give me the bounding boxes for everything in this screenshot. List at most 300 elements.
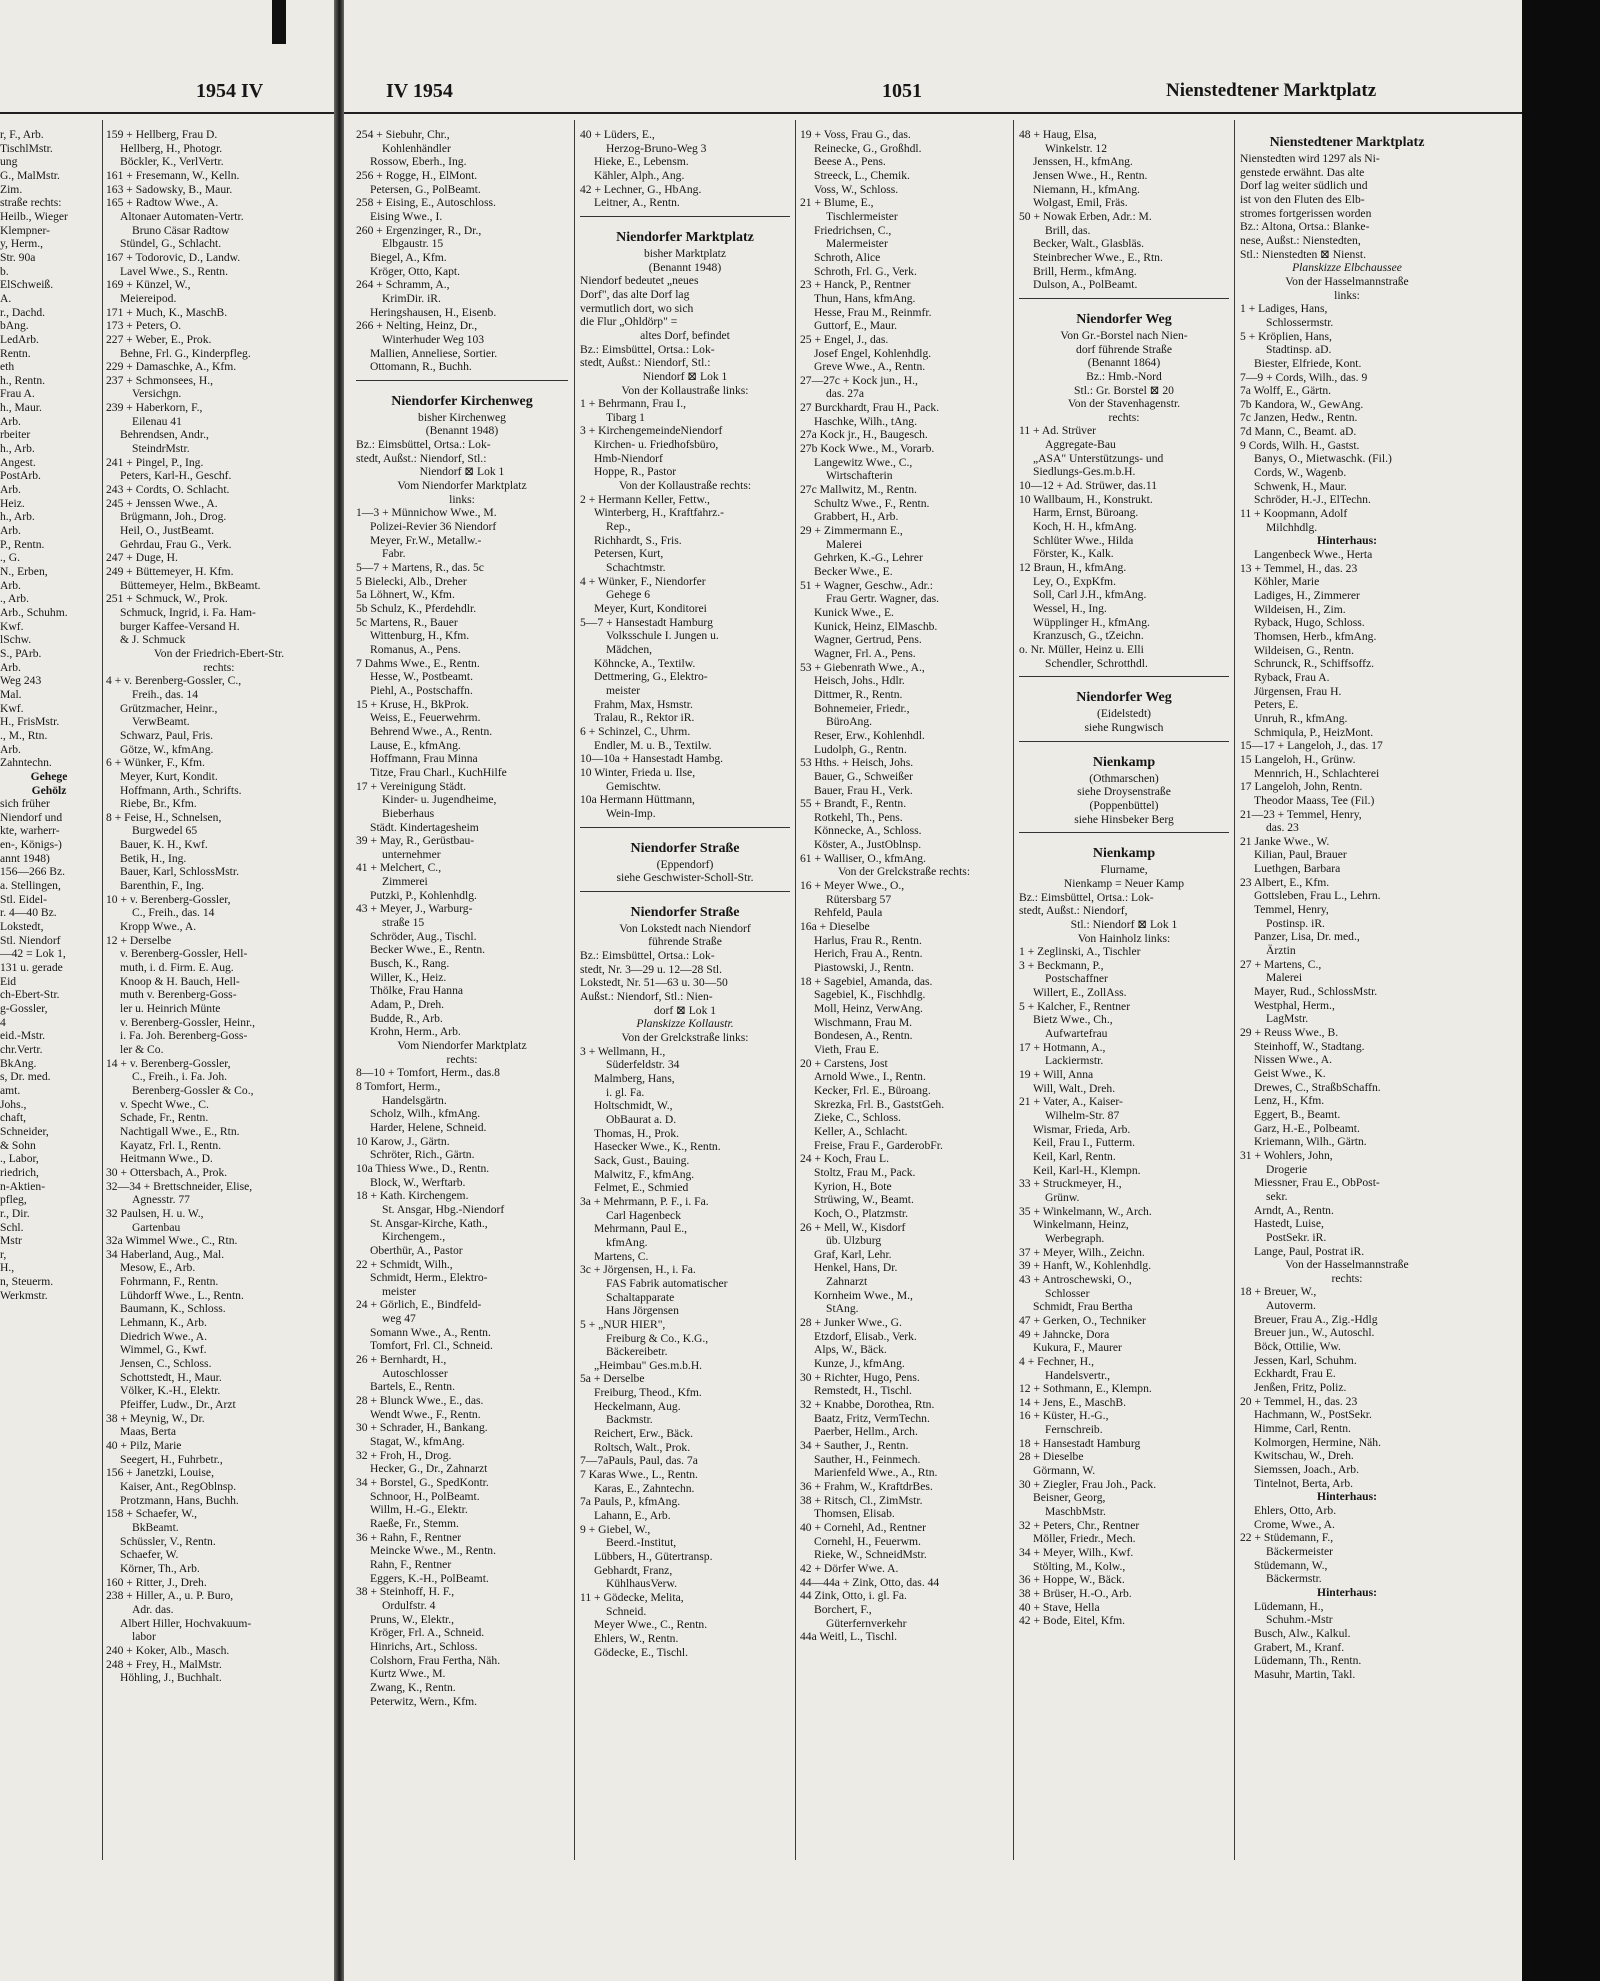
directory-entry: Schmidt, Herm., Elektro- [370, 1271, 488, 1285]
directory-entry: Werkmstr. [0, 1288, 48, 1302]
directory-entry: rbeiter [0, 428, 31, 442]
directory-entry: Bauer, Karl, SchlossMstr. [120, 865, 240, 879]
directory-entry: Martens, C. [594, 1249, 649, 1263]
directory-entry: 159 + Hellberg, Frau D. [106, 128, 218, 141]
directory-entry: Ehlers, W., Rentn. [594, 1631, 679, 1645]
directory-entry: 40 + Stave, Hella [1019, 1600, 1100, 1614]
directory-entry: Eckhardt, Frau E. [1254, 1367, 1336, 1381]
directory-entry: unternehmer [382, 847, 441, 861]
directory-entry: Bz.: Eimsbüttel, Ortsa.: Lok- [356, 438, 491, 452]
directory-entry: ElSchweiß. [0, 278, 54, 292]
directory-entry: (Benannt 1864) [1087, 356, 1161, 370]
left-page [0, 0, 336, 1981]
directory-entry: Himme, Carl, Rentn. [1254, 1422, 1351, 1436]
directory-entry: 42 + Bode, Eitel, Kfm. [1019, 1614, 1126, 1628]
directory-entry: —42 = Lok 1, [0, 947, 66, 961]
directory-entry: Heitmann Wwe., D. [120, 1152, 213, 1166]
directory-entry: „ASA" Unterstützungs- und [1033, 451, 1164, 465]
directory-entry: Autoverm. [1266, 1299, 1316, 1313]
directory-entry: 47 + Gerken, O., Techniker [1019, 1313, 1146, 1327]
directory-entry: Gartenbau [132, 1220, 181, 1234]
directory-entry: Bz.: Eimsbüttel, Ortsa.: Lok- [1019, 890, 1154, 904]
directory-entry: bisher Marktplatz [643, 246, 727, 260]
directory-entry: ., Arb. [0, 592, 29, 606]
directory-entry: 30 + Ottersbach, A., Prok. [106, 1165, 228, 1179]
directory-entry: 21 + Blume, E., [800, 196, 874, 210]
directory-entry: Eggert, B., Beamt. [1254, 1107, 1341, 1121]
directory-entry: Busch, Alw., Kalkul. [1254, 1626, 1351, 1640]
directory-entry: 10 Karow, J., Gärtn. [356, 1134, 450, 1148]
directory-entry: Stl. Niendorf [0, 933, 61, 947]
directory-entry: Harder, Helene, Schneid. [370, 1120, 487, 1134]
directory-entry: 48 + Haug, Elsa, [1019, 128, 1097, 141]
directory-entry: Zahnarzt [826, 1275, 868, 1289]
directory-entry: 32—34 + Brettschneider, Elise, [106, 1179, 253, 1193]
directory-entry: 18 + Sagebiel, Amanda, das. [800, 974, 933, 988]
directory-entry: Planskizze Kollaustr. [636, 1017, 734, 1031]
directory-entry: Schlossermstr. [1266, 315, 1334, 329]
directory-entry: Wolgast, Emil, Fräs. [1033, 196, 1128, 210]
directory-entry: Schaefer, W. [120, 1548, 179, 1562]
directory-entry: Zwang, K., Rentn. [370, 1680, 456, 1694]
directory-entry: Schröder, H.-J., ElTechn. [1254, 493, 1371, 507]
street-heading: Niendorfer Kirchenweg [391, 393, 533, 409]
directory-entry: Schlosser [1045, 1286, 1090, 1300]
directory-entry: Schneider, [0, 1124, 49, 1138]
directory-entry: Gehrken, K.-G., Lehrer [814, 551, 923, 565]
directory-entry: 33 + Struckmeyer, H., [1019, 1177, 1122, 1191]
directory-entry: 245 + Jenssen Wwe., A. [106, 496, 218, 510]
directory-entry: Bz.: Altona, Ortsa.: Blanke- [1240, 220, 1370, 234]
directory-entry: Bartels, E., Rentn. [370, 1380, 456, 1394]
directory-entry: Schmidt, Frau Bertha [1033, 1300, 1133, 1314]
directory-entry: 38 + Meynig, W., Dr. [106, 1411, 205, 1425]
column-divider [1234, 120, 1235, 1860]
directory-entry: annt 1948) [0, 851, 50, 865]
directory-entry: Arb. [0, 660, 21, 674]
directory-entry: Stölting, M., Kolw., [1033, 1559, 1126, 1573]
directory-entry: straße rechts: [0, 196, 62, 210]
street-heading: Niendorfer Straße [630, 904, 740, 920]
directory-entry: Lüdemann, H., [1254, 1599, 1324, 1613]
directory-entry: 30 + Schrader, H., Bankang. [356, 1421, 488, 1435]
directory-entry: 27c Mallwitz, M., Rentn. [800, 483, 917, 497]
directory-entry: 17 Langeloh, John, Rentn. [1240, 780, 1363, 794]
directory-entry: Johs., [0, 1097, 27, 1111]
directory-entry: 5 + „NUR HIER", [580, 1317, 666, 1331]
directory-entry: Schnoor, H., PolBeamt. [370, 1489, 480, 1503]
directory-entry: Thomsen, Elisab. [814, 1507, 895, 1521]
directory-entry: kte, warherr- [0, 824, 60, 838]
directory-entry: Malmberg, Hans, [594, 1072, 675, 1086]
directory-entry: 40 + Pilz, Marie [106, 1439, 182, 1452]
directory-entry: Harm, Ernst, Büroang. [1033, 506, 1139, 520]
directory-entry: Heiz. [0, 496, 25, 510]
directory-entry: 163 + Sadowsky, B., Maur. [106, 182, 233, 196]
directory-entry: Von der Grelckstraße links: [621, 1031, 749, 1045]
directory-entry: Arb. [0, 524, 21, 538]
directory-entry: Meiereipod. [120, 291, 177, 305]
directory-entry: Malwitz, F., kfmAng. [594, 1167, 695, 1181]
directory-entry: P., Rentn. [0, 537, 45, 551]
directory-entry: 260 + Ergenzinger, R., Dr., [356, 223, 482, 237]
directory-entry: Ludolph, G., Rentn. [814, 742, 907, 756]
directory-entry: 169 + Künzel, W., [106, 278, 191, 292]
directory-entry: (Eidelstedt) [1096, 707, 1152, 721]
directory-entry: Kriemann, Wilh., Gärtn. [1254, 1135, 1367, 1149]
directory-entry: Stl.: Gr. Borstel ⊠ 20 [1074, 383, 1174, 397]
directory-entry: Jenssen, H., kfmAng. [1033, 155, 1133, 169]
directory-entry: Kwf. [0, 701, 24, 715]
directory-entry: Vom Niendorfer Marktplatz [397, 479, 527, 493]
directory-entry: Jenßen, Fritz, Poliz. [1254, 1381, 1347, 1395]
directory-entry: Meyer, Kurt, Kondit. [120, 769, 218, 783]
directory-entry: Flurname, [1100, 863, 1148, 877]
directory-entry: 29 + Reuss Wwe., B. [1240, 1026, 1339, 1039]
directory-entry: Gehrdau, Frau G., Verk. [120, 537, 232, 551]
directory-entry: 173 + Peters, O. [106, 319, 182, 333]
directory-entry: 7—7aPauls, Paul, das. 7a [580, 1454, 698, 1468]
directory-entry: Drewes, C., StraßbSchaffn. [1254, 1080, 1381, 1094]
directory-entry: Hachmann, W., PostSekr. [1254, 1408, 1372, 1422]
left-page-header: 1954 IV [196, 80, 264, 102]
directory-entry: 30 + Richter, Hugo, Pens. [800, 1370, 920, 1384]
directory-entry: 12 + Derselbe [106, 933, 172, 947]
directory-entry: Brill, Herm., kfmAng. [1033, 264, 1137, 278]
directory-entry: 27—27c + Kock jun., H., [800, 373, 918, 387]
directory-entry: Kyrion, H., Bote [814, 1179, 892, 1193]
directory-entry: Frahm, Max, Hsmstr. [594, 697, 693, 711]
column-divider [795, 120, 796, 1860]
directory-entry: 19 + Voss, Frau G., das. [800, 128, 911, 141]
directory-entry: 40 + Lüders, E., [580, 128, 655, 141]
directory-entry: Lahann, E., Arb. [594, 1509, 671, 1523]
directory-entry: Langewitz Wwe., C., [814, 455, 913, 469]
directory-entry: „Heimbau" Ges.m.b.H. [594, 1358, 703, 1372]
directory-entry: Kaiser, Ant., RegOblnsp. [120, 1479, 237, 1493]
column-3 [580, 128, 790, 1659]
directory-entry: Richhardt, S., Fris. [594, 533, 682, 547]
directory-entry: Etzdorf, Elisab., Verk. [814, 1329, 917, 1343]
column-2 [356, 128, 568, 1708]
directory-entry: 8—10 + Tomfort, Herm., das.8 [356, 1066, 500, 1080]
directory-entry: A. [0, 291, 12, 305]
directory-entry: straße 15 [382, 916, 425, 930]
directory-entry: Aggregate-Bau [1045, 438, 1116, 452]
directory-entry: 9 + Giebel, W., [580, 1522, 651, 1536]
directory-entry: dorf ⊠ Lok 1 [653, 1003, 717, 1017]
directory-entry: 37 + Meyer, Wilh., Zeichn. [1019, 1245, 1145, 1259]
directory-entry: Oberthür, A., Pastor [370, 1243, 463, 1257]
directory-entry: Lübbers, H., Gütertransp. [594, 1550, 713, 1563]
directory-entry: 5c Martens, R., Bauer [356, 615, 458, 629]
directory-entry: Dittmer, R., Rentn. [814, 687, 903, 701]
directory-entry: Gödecke, E., Tischl. [594, 1645, 689, 1659]
column-1 [106, 128, 332, 1685]
directory-entry: 4 [0, 1015, 6, 1029]
directory-entry: Mädchen, [606, 642, 653, 656]
directory-entry: 264 + Schramm, A., [356, 278, 450, 292]
directory-entry: Kähler, Alph., Ang. [594, 168, 685, 182]
section-divider [580, 216, 790, 223]
directory-entry: sich früher [0, 797, 50, 811]
directory-entry: 10a Hermann Hüttmann, [580, 793, 695, 807]
directory-entry: Bz.: Hmb.-Nord [1086, 369, 1162, 383]
directory-entry: Rehfeld, Paula [814, 906, 883, 920]
directory-entry: Backmstr. [606, 1413, 653, 1427]
directory-entry: 2 + Hermann Keller, Fettw., [580, 492, 710, 506]
directory-entry: Kröger, Frl. A., Schneid. [370, 1626, 485, 1640]
directory-entry: TischlMstr. [0, 141, 53, 155]
directory-entry: Elbgaustr. 15 [382, 237, 444, 251]
directory-entry: Bäckereibetr. [606, 1345, 668, 1359]
directory-entry: Arnold Wwe., I., Rentn. [814, 1070, 926, 1084]
directory-entry: Meyer, Fr.W., Metallw.- [370, 533, 482, 547]
directory-entry: Hinrichs, Art., Schloss. [370, 1639, 478, 1653]
directory-entry: r, [0, 1247, 7, 1261]
directory-entry: 19 + Will, Anna [1019, 1068, 1094, 1082]
directory-entry: Heilb., Wieger [0, 209, 68, 223]
directory-entry: Kunick, Heinz, ElMaschb. [814, 619, 938, 633]
right-header-rule [344, 112, 1522, 114]
directory-entry: PostSekr. iR. [1266, 1230, 1327, 1244]
directory-entry: 12 Braun, H., kfmAng. [1019, 561, 1127, 575]
directory-entry: Panzer, Lisa, Dr. med., [1254, 930, 1360, 944]
directory-entry: Cornehl, H., Feuerwm. [814, 1534, 921, 1548]
directory-entry: Biester, Elfriede, Kont. [1254, 356, 1362, 370]
directory-entry: Steinbrecher Wwe., E., Rtn. [1033, 250, 1163, 264]
directory-entry: Tischlermeister [826, 209, 898, 223]
directory-entry: 6 + Schinzel, C., Uhrm. [580, 724, 691, 738]
directory-entry: Siemssen, Joach., Arb. [1254, 1463, 1359, 1476]
directory-entry: eid.-Mstr. [0, 1029, 46, 1043]
directory-entry: Bieberhaus [382, 806, 435, 820]
directory-entry: 167 + Todorovic, D., Landw. [106, 250, 241, 264]
directory-entry: Mayer, Rud., SchlossMstr. [1254, 985, 1378, 999]
section-divider [356, 380, 568, 387]
directory-entry: 229 + Damaschke, A., Kfm. [106, 360, 237, 374]
directory-entry: Rütersbarg 57 [826, 892, 892, 906]
directory-entry: Schroth, Alice [814, 250, 881, 264]
directory-entry: Von der Grelckstraße rechts: [837, 865, 971, 879]
street-heading: Niendorfer Marktplatz [616, 229, 754, 245]
directory-entry: C., Freih., das. 14 [132, 906, 215, 920]
directory-entry: Frau Gertr. Wagner, das. [826, 592, 940, 606]
directory-entry: Von der Friedrich-Ebert-Str. [153, 646, 285, 660]
directory-entry: Krohn, Herm., Arb. [370, 1025, 461, 1039]
directory-entry: y, Herm., [0, 237, 44, 251]
directory-entry: Unruh, R., kfmAng. [1254, 711, 1348, 725]
directory-entry: Romanus, A., Pens. [370, 642, 461, 656]
directory-entry: Peters, Karl-H., Geschf. [120, 469, 232, 483]
directory-entry: ., G. [0, 551, 20, 565]
directory-entry: ObBaurat a. D. [606, 1113, 677, 1126]
directory-entry: Möller, Friedr., Mech. [1033, 1532, 1136, 1546]
directory-entry: Carl Hagenbeck [606, 1208, 682, 1222]
directory-entry: Stl. Eidel- [0, 892, 48, 906]
directory-entry: Somann Wwe., A., Rentn. [370, 1325, 491, 1339]
directory-entry: Siedlungs-Ges.m.b.H. [1033, 465, 1136, 479]
directory-entry: 14 + v. Berenberg-Gossler, [106, 1056, 231, 1070]
directory-entry: 32 + Froh, H., Drog. [356, 1448, 452, 1462]
directory-entry: Schachtmstr. [606, 561, 666, 575]
directory-entry: Lenz, H., Kfm. [1254, 1094, 1325, 1108]
directory-entry: & Sohn [0, 1138, 36, 1152]
directory-entry: bAng. [0, 319, 29, 333]
directory-entry: Von der Stavenhagenstr. [1067, 397, 1181, 411]
directory-entry: Handelsgärtn. [382, 1093, 447, 1107]
directory-entry: Masuhr, Martin, Takl. [1254, 1667, 1356, 1681]
directory-entry: Ladiges, H., Zimmerer [1254, 589, 1360, 602]
directory-entry: Kirchen- u. Friedhofsbüro, [594, 438, 719, 452]
directory-entry: G., MalMstr. [0, 168, 60, 182]
directory-entry: Eid [0, 974, 17, 988]
directory-entry: Stüdemann, W., [1254, 1558, 1328, 1572]
directory-entry: 44—44a + Zink, Otto, das. 44 [800, 1575, 940, 1589]
directory-entry: Meyer Wwe., C., Rentn. [594, 1618, 708, 1632]
directory-entry: Ryback, Frau A. [1254, 670, 1330, 684]
directory-entry: 131 u. gerade [0, 961, 63, 975]
directory-entry: 21 Janke Wwe., W. [1240, 834, 1330, 848]
directory-entry: Böck, Ottilie, Ww. [1254, 1340, 1341, 1354]
right-page-header-left: IV 1954 [386, 80, 453, 102]
directory-entry: Thölke, Frau Hanna [370, 984, 464, 998]
directory-entry: Mehrmann, Paul E., [594, 1222, 688, 1236]
directory-entry: Harlus, Frau R., Rentn. [814, 933, 922, 947]
directory-entry: Dorf lag weiter südlich und [1240, 179, 1368, 193]
directory-entry: bisher Kirchenweg [418, 410, 506, 424]
directory-entry: Gehege 6 [606, 588, 651, 602]
directory-entry: Jensen Wwe., H., Rentn. [1033, 168, 1148, 182]
directory-entry: Meyer, Kurt, Konditorei [594, 602, 707, 615]
directory-entry: Busch, K., Rang. [370, 957, 450, 971]
directory-entry: Banys, O., Mietwaschk. (Fil.) [1254, 452, 1392, 466]
directory-entry: 17 + Vereinigung Städt. [356, 779, 467, 793]
directory-entry: ., M., Rtn. [0, 728, 48, 742]
directory-entry: Jensen, C., Schloss. [120, 1357, 212, 1371]
directory-entry: Hans Jörgensen [606, 1304, 679, 1318]
directory-entry: üb. Ulzburg [826, 1234, 882, 1248]
directory-entry: 27 + Martens, C., [1240, 957, 1322, 971]
directory-entry: Gehölz [31, 783, 67, 797]
directory-entry: Josef Engel, Kohlenhdlg. [814, 346, 932, 360]
directory-entry: Schmiqula, P., HeizMont. [1254, 725, 1374, 739]
directory-entry: BkBeamt. [132, 1520, 179, 1534]
directory-entry: Langenbeck Wwe., Herta [1254, 548, 1373, 562]
directory-entry: Mallien, Anneliese, Sortier. [370, 346, 498, 360]
directory-entry: Von der Hasselmannstraße [1285, 1258, 1409, 1272]
directory-entry: siehe Droysenstraße [1077, 785, 1171, 799]
directory-entry: 10 Winter, Frieda u. Ilse, [580, 765, 696, 779]
directory-entry: Weg 243 [0, 674, 42, 688]
directory-entry: Winterhuder Weg 103 [382, 332, 485, 346]
directory-entry: Hmb-Niendorf [594, 451, 663, 465]
directory-entry: Gemischtw. [606, 779, 661, 793]
directory-entry: 22 + Schmidt, Wilh., [356, 1257, 453, 1271]
directory-entry: Kunze, J., kfmAng. [814, 1357, 905, 1371]
directory-entry: Kwitschau, W., Dreh. [1254, 1449, 1354, 1463]
directory-entry: Albert Hiller, Hochvakuum- [120, 1616, 252, 1630]
directory-entry: 1 + Ladiges, Hans, [1240, 302, 1328, 316]
directory-entry: i. gl. Fa. [606, 1085, 645, 1099]
directory-entry: 5 Bielecki, Alb., Dreher [356, 574, 467, 588]
directory-entry: Könnecke, A., Schloss. [814, 824, 922, 838]
directory-entry: Reichert, Erw., Bäck. [594, 1427, 694, 1441]
directory-entry: riedrich, [0, 1165, 39, 1179]
directory-entry: 13 + Temmel, H., das. 23 [1240, 561, 1358, 575]
directory-entry: Bäckermeister [1266, 1544, 1333, 1558]
directory-entry: Titze, Frau Charl., KuchHilfe [370, 765, 507, 779]
directory-entry: Strüwing, W., Beamt. [814, 1193, 914, 1207]
directory-entry: Lause, E., kfmAng. [370, 738, 461, 752]
directory-entry: Marienfeld Wwe., A., Rtn. [814, 1466, 938, 1480]
directory-entry: 18 + Hansestadt Hamburg [1019, 1436, 1141, 1450]
street-heading: Nienkamp [1092, 754, 1156, 770]
directory-entry: 30 + Ziegler, Frau Joh., Pack. [1019, 1477, 1157, 1491]
directory-entry: Sauther, H., Feinmech. [814, 1452, 921, 1466]
directory-entry: Lokstedt, Nr. 51—63 u. 30—50 [580, 976, 728, 990]
directory-entry: 50 + Nowak Erben, Adr.: M. [1019, 209, 1152, 223]
directory-entry: Stadtinsp. aD. [1266, 343, 1332, 357]
directory-entry: Steinhoff, W., Stadtang. [1254, 1039, 1365, 1053]
directory-entry: 10—12 + Ad. Strüwer, das.11 [1019, 479, 1157, 493]
directory-entry: Rossow, Eberh., Ing. [370, 155, 467, 169]
directory-entry: ler & Co. [120, 1042, 164, 1056]
directory-entry: Von Hainholz links: [1077, 931, 1171, 945]
section-divider [580, 827, 790, 834]
directory-entry: Förster, K., Kalk. [1033, 547, 1114, 561]
directory-entry: SteindrMstr. [132, 442, 190, 456]
directory-entry: Tomfort, Frl. Cl., Schneid. [370, 1339, 493, 1353]
directory-entry: Willert, E., ZollAss. [1033, 986, 1127, 1000]
directory-entry: 156—266 Bz. [0, 865, 66, 879]
directory-entry: Schlüter Wwe., Hilda [1033, 533, 1134, 547]
directory-entry: h., Arb. [0, 510, 35, 524]
directory-entry: Malerei [1266, 971, 1303, 985]
directory-entry: Wessel, H., Ing. [1033, 602, 1107, 615]
directory-entry: VerwBeamt. [132, 715, 190, 729]
directory-entry: 3a + Mehrmann, P. F., i. Fa. [580, 1194, 709, 1208]
directory-entry: Brügmann, Joh., Drog. [120, 510, 227, 524]
directory-entry: Ordulfstr. 4 [382, 1598, 436, 1612]
directory-entry: 11 + Koopmann, Adolf [1240, 507, 1348, 521]
directory-entry: Schottstedt, H., Maur. [120, 1370, 222, 1384]
directory-entry: 5 + Kröplien, Hans, [1240, 329, 1332, 343]
directory-entry: 38 + Brüser, H.-O., Arb. [1019, 1587, 1132, 1600]
directory-entry: Hinterhaus: [1317, 1585, 1377, 1599]
directory-entry: Friedrichsen, C., [814, 223, 892, 237]
directory-entry: s, Dr. med. [0, 1070, 51, 1084]
directory-entry: Peters, E. [1254, 698, 1299, 712]
directory-entry: Bäckermstr. [1266, 1572, 1322, 1586]
directory-entry: Kilian, Paul, Brauer [1254, 848, 1347, 862]
directory-entry: Höhling, J., Buchhalt. [120, 1671, 222, 1685]
directory-entry: 32 Paulsen, H. u. W., [106, 1206, 204, 1220]
directory-entry: Soll, Carl J.H., kfmAng. [1033, 588, 1147, 602]
directory-entry: Rentn. [0, 346, 31, 360]
directory-entry: 28 + Junker Wwe., G. [800, 1316, 902, 1330]
directory-entry: Leitner, A., Rentn. [594, 196, 680, 210]
directory-entry: 42 + Lechner, G., HbAng. [580, 182, 702, 196]
directory-entry: Geist Wwe., K. [1254, 1066, 1326, 1080]
directory-entry: Petersen, G., PolBeamt. [370, 182, 481, 196]
directory-entry: Stoltz, Frau M., Pack. [814, 1165, 916, 1179]
directory-entry: Bz.: Eimsbüttel, Ortsa.: Lok- [580, 342, 715, 356]
directory-entry: 256 + Rogge, H., ElMont. [356, 168, 478, 182]
directory-entry: 8 Tomfort, Herm., [356, 1079, 441, 1093]
directory-entry: 32 + Knabbe, Dorothea, Rtn. [800, 1398, 935, 1412]
directory-entry: Schwenk, H., Maur. [1254, 479, 1347, 493]
